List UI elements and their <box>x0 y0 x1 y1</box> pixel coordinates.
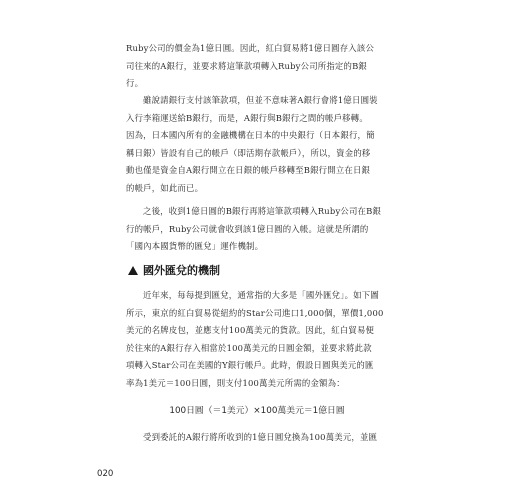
text-line: 入行李箱運送給B銀行，而是，A銀行與B銀行之間的帳戶移轉。 <box>126 112 368 123</box>
text-line: 雖說請銀行支付該筆款項，但並不意味著A銀行會將1億日圓裝 <box>143 95 378 105</box>
text-line: 近年來，每每提到匯兌，通常指的大多是「國外匯兌」。如下圖 <box>143 290 379 300</box>
text-line: 美元的名牌皮包，並應支付100萬美元的貨款。因此，紅白貿易便 <box>126 325 375 336</box>
text-line: 受到委託的A銀行將所收到的1億日圓兌換為100萬美元，並匯 <box>143 432 378 442</box>
text-line: 項轉入Star公司在美國的Y銀行帳戶。此時，假設日圓與美元的匯 <box>126 360 374 371</box>
text-line: 動也僅是資金自A銀行開立在日銀的帳戶移轉至B銀行開立在日銀 <box>126 165 371 176</box>
paragraph-1 <box>126 40 388 93</box>
text-line: 於往來的A銀行存入相當於100萬美元的日圓金額，並要求將此款 <box>126 342 372 353</box>
paragraph-2 <box>126 92 388 198</box>
text-line: 稱日銀）皆設有自己的帳戶（即活期存款帳戶），所以，資金的移 <box>126 147 371 158</box>
text-line: 之後，收到1億日圓的B銀行再將這筆款項轉入Ruby公司在B銀 <box>143 206 382 216</box>
text-line: 的帳戶，如此而已。 <box>126 182 204 193</box>
section-heading <box>128 262 220 278</box>
paragraph-5 <box>126 429 388 447</box>
text-line: 所示，東京的紅白貿易從紐約的Star公司進口1,000個，單價1,000 <box>126 307 384 318</box>
paragraph-3 <box>126 203 388 256</box>
text-line: 率為1美元＝100日圓，則支付100萬美元所需的金額為： <box>126 377 345 388</box>
text-line: Ruby公司的價金為1億日圓。因此，紅白貿易將1億日圓存入該公 <box>126 43 375 53</box>
text-line: 行的帳戶，Ruby公司就會收到該1億日圓的入帳。這就是所謂的 <box>126 223 369 234</box>
paragraph-4 <box>126 287 388 393</box>
text-line: 「國內本國貨幣的匯兌」運作機制。 <box>126 241 264 252</box>
triangle-bullet-icon <box>128 266 138 275</box>
section-heading-text: 國外匯兌的機制 <box>143 264 220 277</box>
page-number: 020 <box>97 469 114 479</box>
text-line: 司往來的A銀行，並要求將這筆款項轉入Ruby公司所指定的B銀 <box>126 60 367 71</box>
exchange-formula: 100日圓（＝1美元）×100萬美元＝1億日圓 <box>169 406 345 416</box>
text-line: 行。 <box>126 78 144 89</box>
text-line: 因為，日本國內所有的金融機構在日本的中央銀行（日本銀行，簡 <box>126 130 375 141</box>
